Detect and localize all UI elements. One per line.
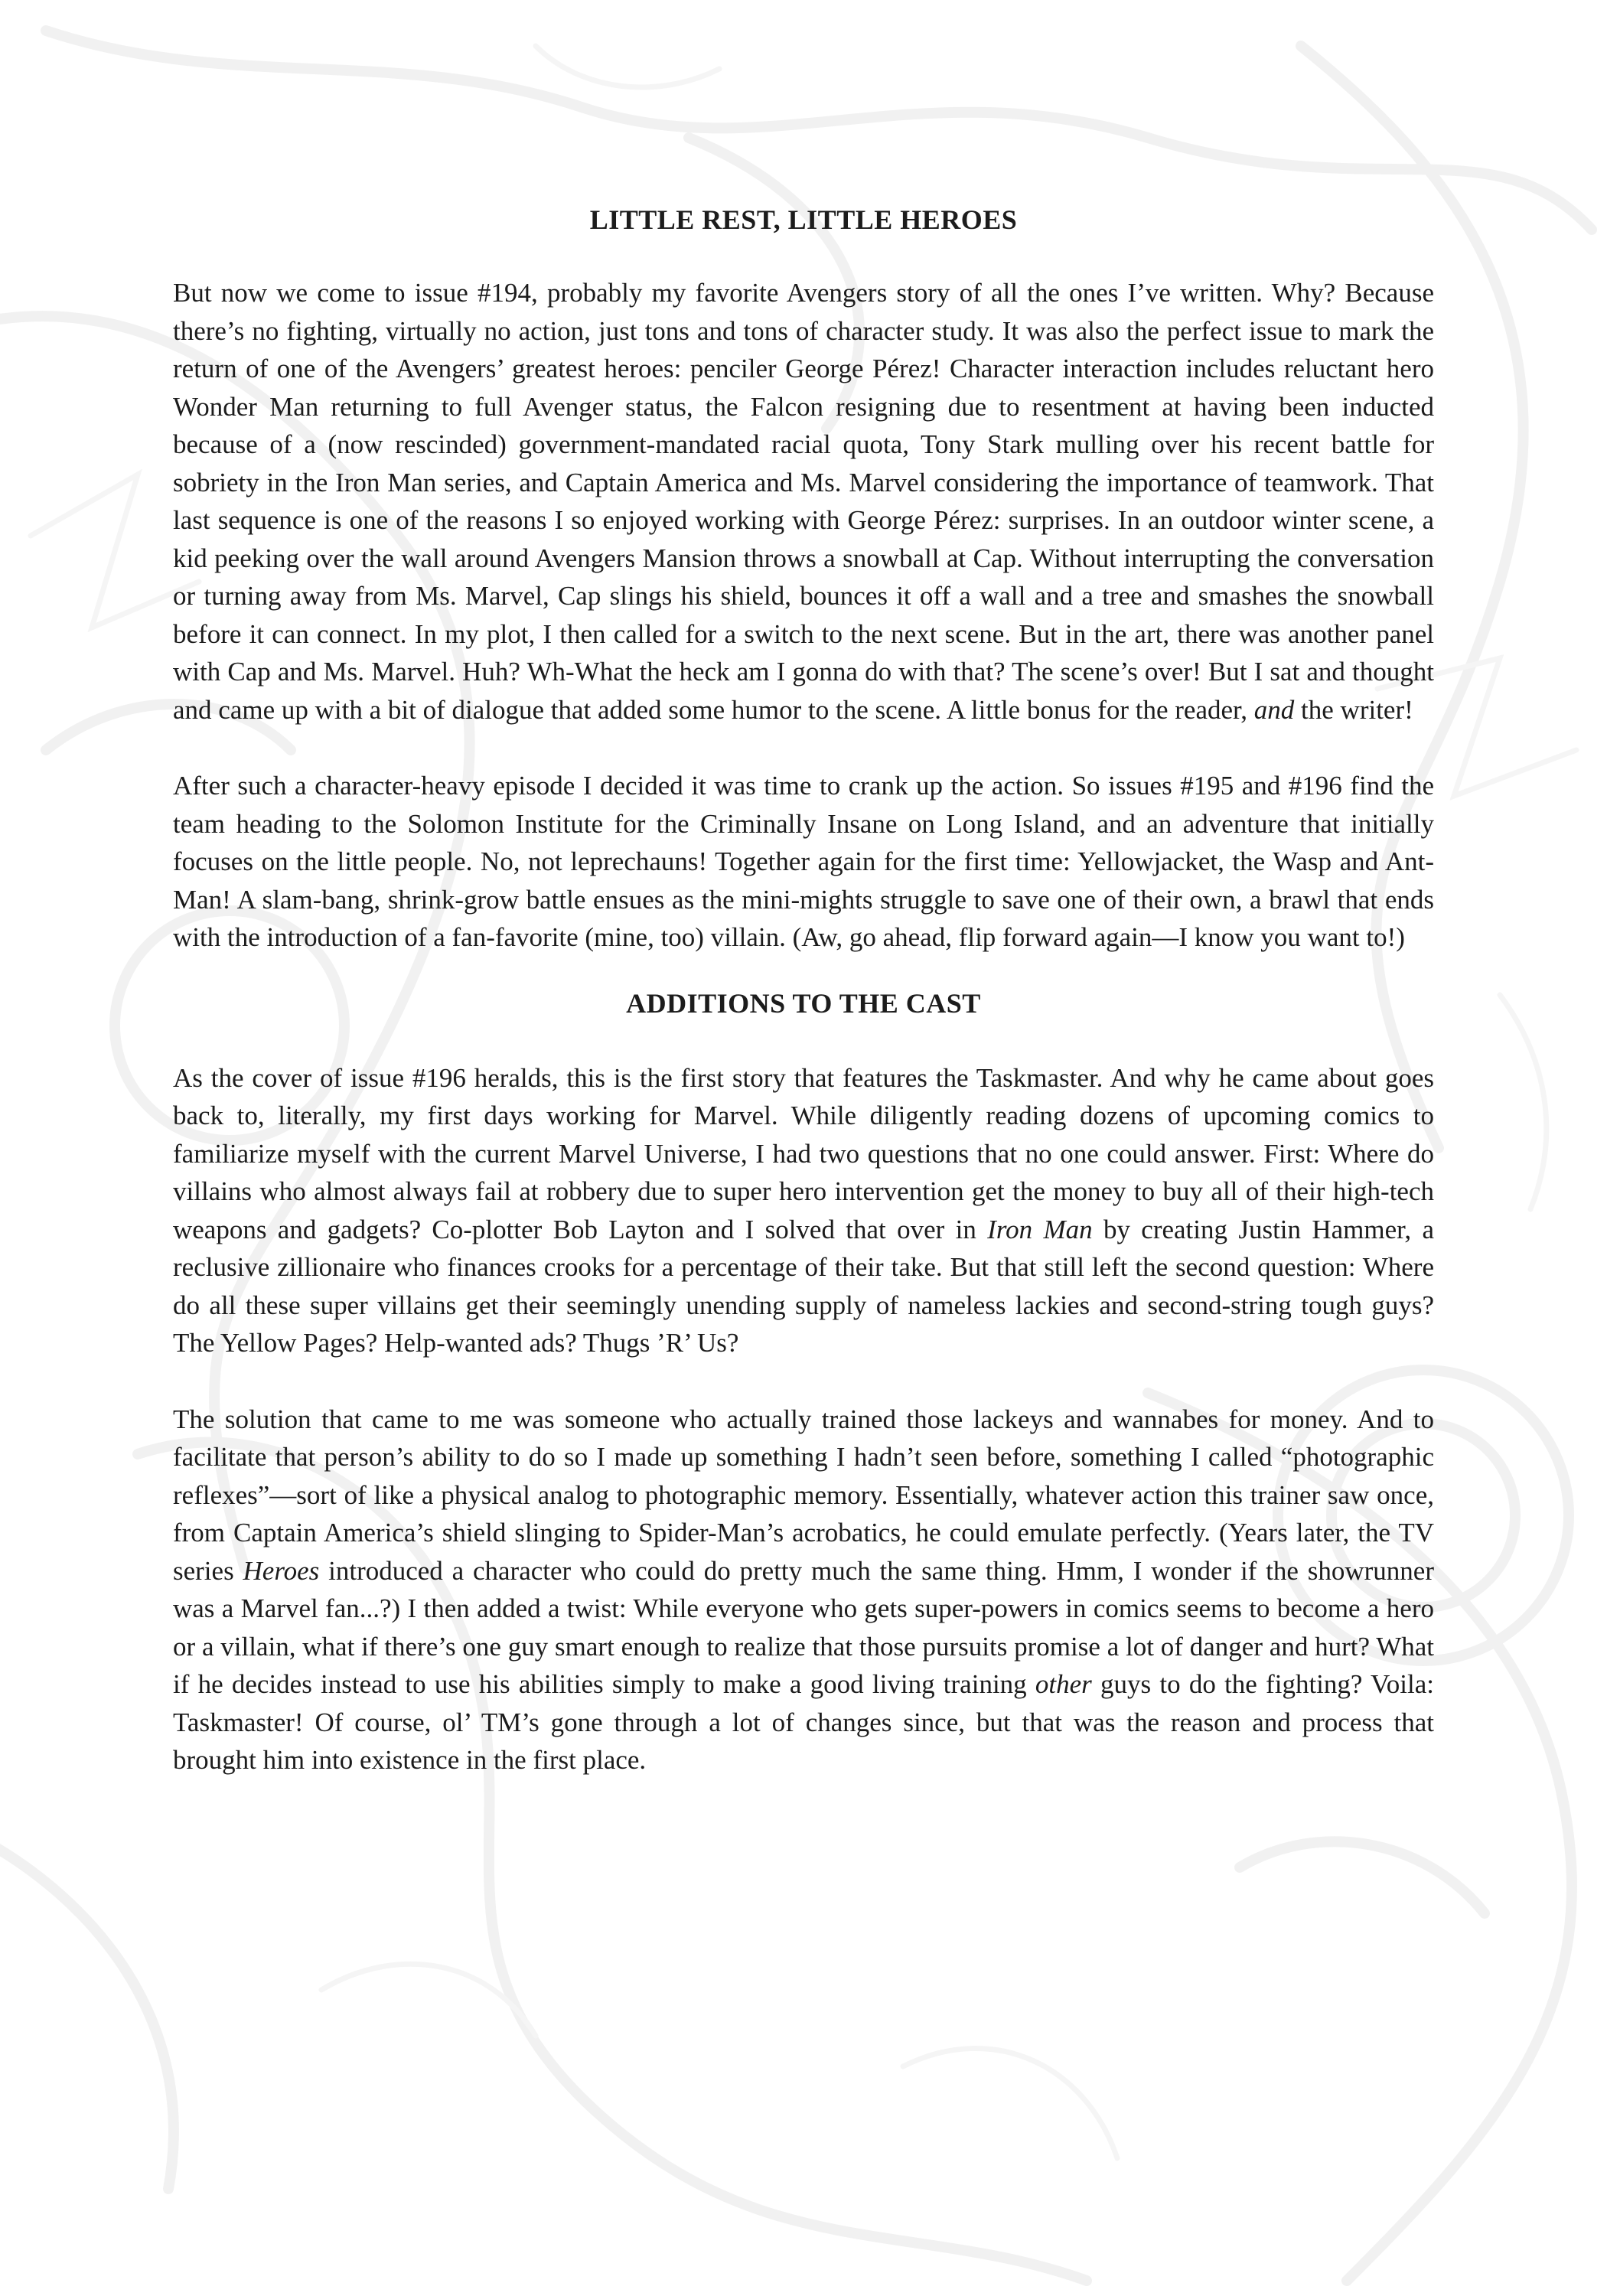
italic-emphasis: and: [1253, 694, 1295, 725]
paragraph-text: But now we come to issue #194, probably my favorite Avengers story of all the ones I’ve written. Why? Because there’s no fighting, virtually no action, just tons and tons of character study. It was also the perfect issue to mark the return of one of the Avengers’ greatest heroes: penciler George Pérez! Character interaction includes reluctant hero Wonder Man returning to full Avenger status, the Falcon resigning due to resentment at having been inducted because of a (now rescinded) government-mandated racial quota, Tony Stark mulling over his recent battle for sobriety in the Iron Man series, and Captain America and Ms. Marvel considering the importance of teamwork. That last sequence is one of the reasons I so enjoyed working with George Pérez: surprises. In an outdoor winter scene, a kid peeking over the wall around Avengers Mansion throws a snowball at Cap. Without interrupting the conversation or turning away from Ms. Marvel, Cap slings his shield, bounces it off a wall and a tree and smashes the snowball before it can connect. In my plot, I then called for a switch to the next scene. But in the art, there was another panel with Cap and Ms. Marvel. Huh? Wh-What the heck am I gonna do with that? The scene’s over! But I sat and thought and came up with a bit of dialogue that added some humor to the scene. A little bonus for the reader,: [173, 278, 1434, 725]
paragraph-taskmaster-origin: [173, 1059, 1434, 1362]
paragraph-text: guys to do the fighting? Voila: Taskmaster! Of course, ol’ TM’s gone through a lot of changes since, but that was the reason and process that brought him into existence in the first place.: [173, 1669, 1434, 1775]
article-body: [173, 201, 1434, 1779]
paragraph-issues-195-196: After such a character-heavy episode I decided it was time to crank up the action. So issues #195 and #196 find the team heading to the Solomon Institute for the Criminally Insane on Long Island, and an adventure that initially focuses on the little people. No, not leprechauns! Together again for the first time: Yellowjacket, the Wasp and Ant-Man! A slam-bang, shrink-grow battle ensues as the mini-mights struggle to save one of their own, a brawl that ends with the introduction of a fan-favorite (mine, too) villain. (Aw, go ahead, flip forward again—I know you want to!): [173, 771, 1434, 952]
paragraph-photographic-reflexes: [173, 1401, 1434, 1779]
paragraph-text: by creating Justin Hammer, a reclusive zillionaire who finances crooks for a percentage of their take. But that still left the second question: Where do all these super villains get their seemingly unending supply of nameless lackies and second-string tough guys? The Yellow Pages? Help-wanted ads? Thugs ’R’ Us?: [173, 1214, 1434, 1358]
section-heading-additions-to-the-cast: ADDITIONS TO THE CAST: [626, 987, 981, 1019]
italic-emphasis-other: other: [1035, 1669, 1092, 1699]
italic-title-iron-man: Iron Man: [987, 1214, 1093, 1244]
paragraph-text: introduced a character who could do pretty much the same thing. Hmm, I wonder if the showrunner was a Marvel fan...?) I then added a twist: While everyone who gets super-powers in comics seems to become a hero or a villain, what if there’s one guy smart enough to realize that those pursuits promise a lot of danger and hurt? What if he decides instead to use his abilities simply to make a good living training: [173, 1555, 1434, 1699]
paragraph-issue-194: [173, 274, 1434, 729]
paragraph-text: The solution that came to me was someone who actually trained those lackeys and wannabes for money. And to facilitate that person’s ability to do so I made up something I hadn’t seen before, something I called “photographic reflexes”—sort of like a physical analog to photographic memory. Essentially, whatever action this trainer saw once, from Captain America’s shield slinging to Spider-Man’s acrobatics, he could emulate perfectly. (Years later, the TV series: [173, 1404, 1434, 1586]
section-heading-little-rest-little-heroes: LITTLE REST, LITTLE HEROES: [589, 204, 1018, 235]
paragraph-text: the writer!: [1294, 694, 1413, 725]
italic-title-heroes: Heroes: [243, 1555, 320, 1586]
paragraph-text: As the cover of issue #196 heralds, this is the first story that features the Taskmaster. And why he came about goes back to, literally, my first days working for Marvel. While diligently reading dozens of upcoming comics to familiarize myself with the current Marvel Universe, I had two questions that no one could answer. First: Where do villains who almost always fail at robbery due to super hero intervention get the money to buy all of their high-tech weapons and gadgets? Co-plotter Bob Layton and I solved that over in: [173, 1062, 1434, 1244]
